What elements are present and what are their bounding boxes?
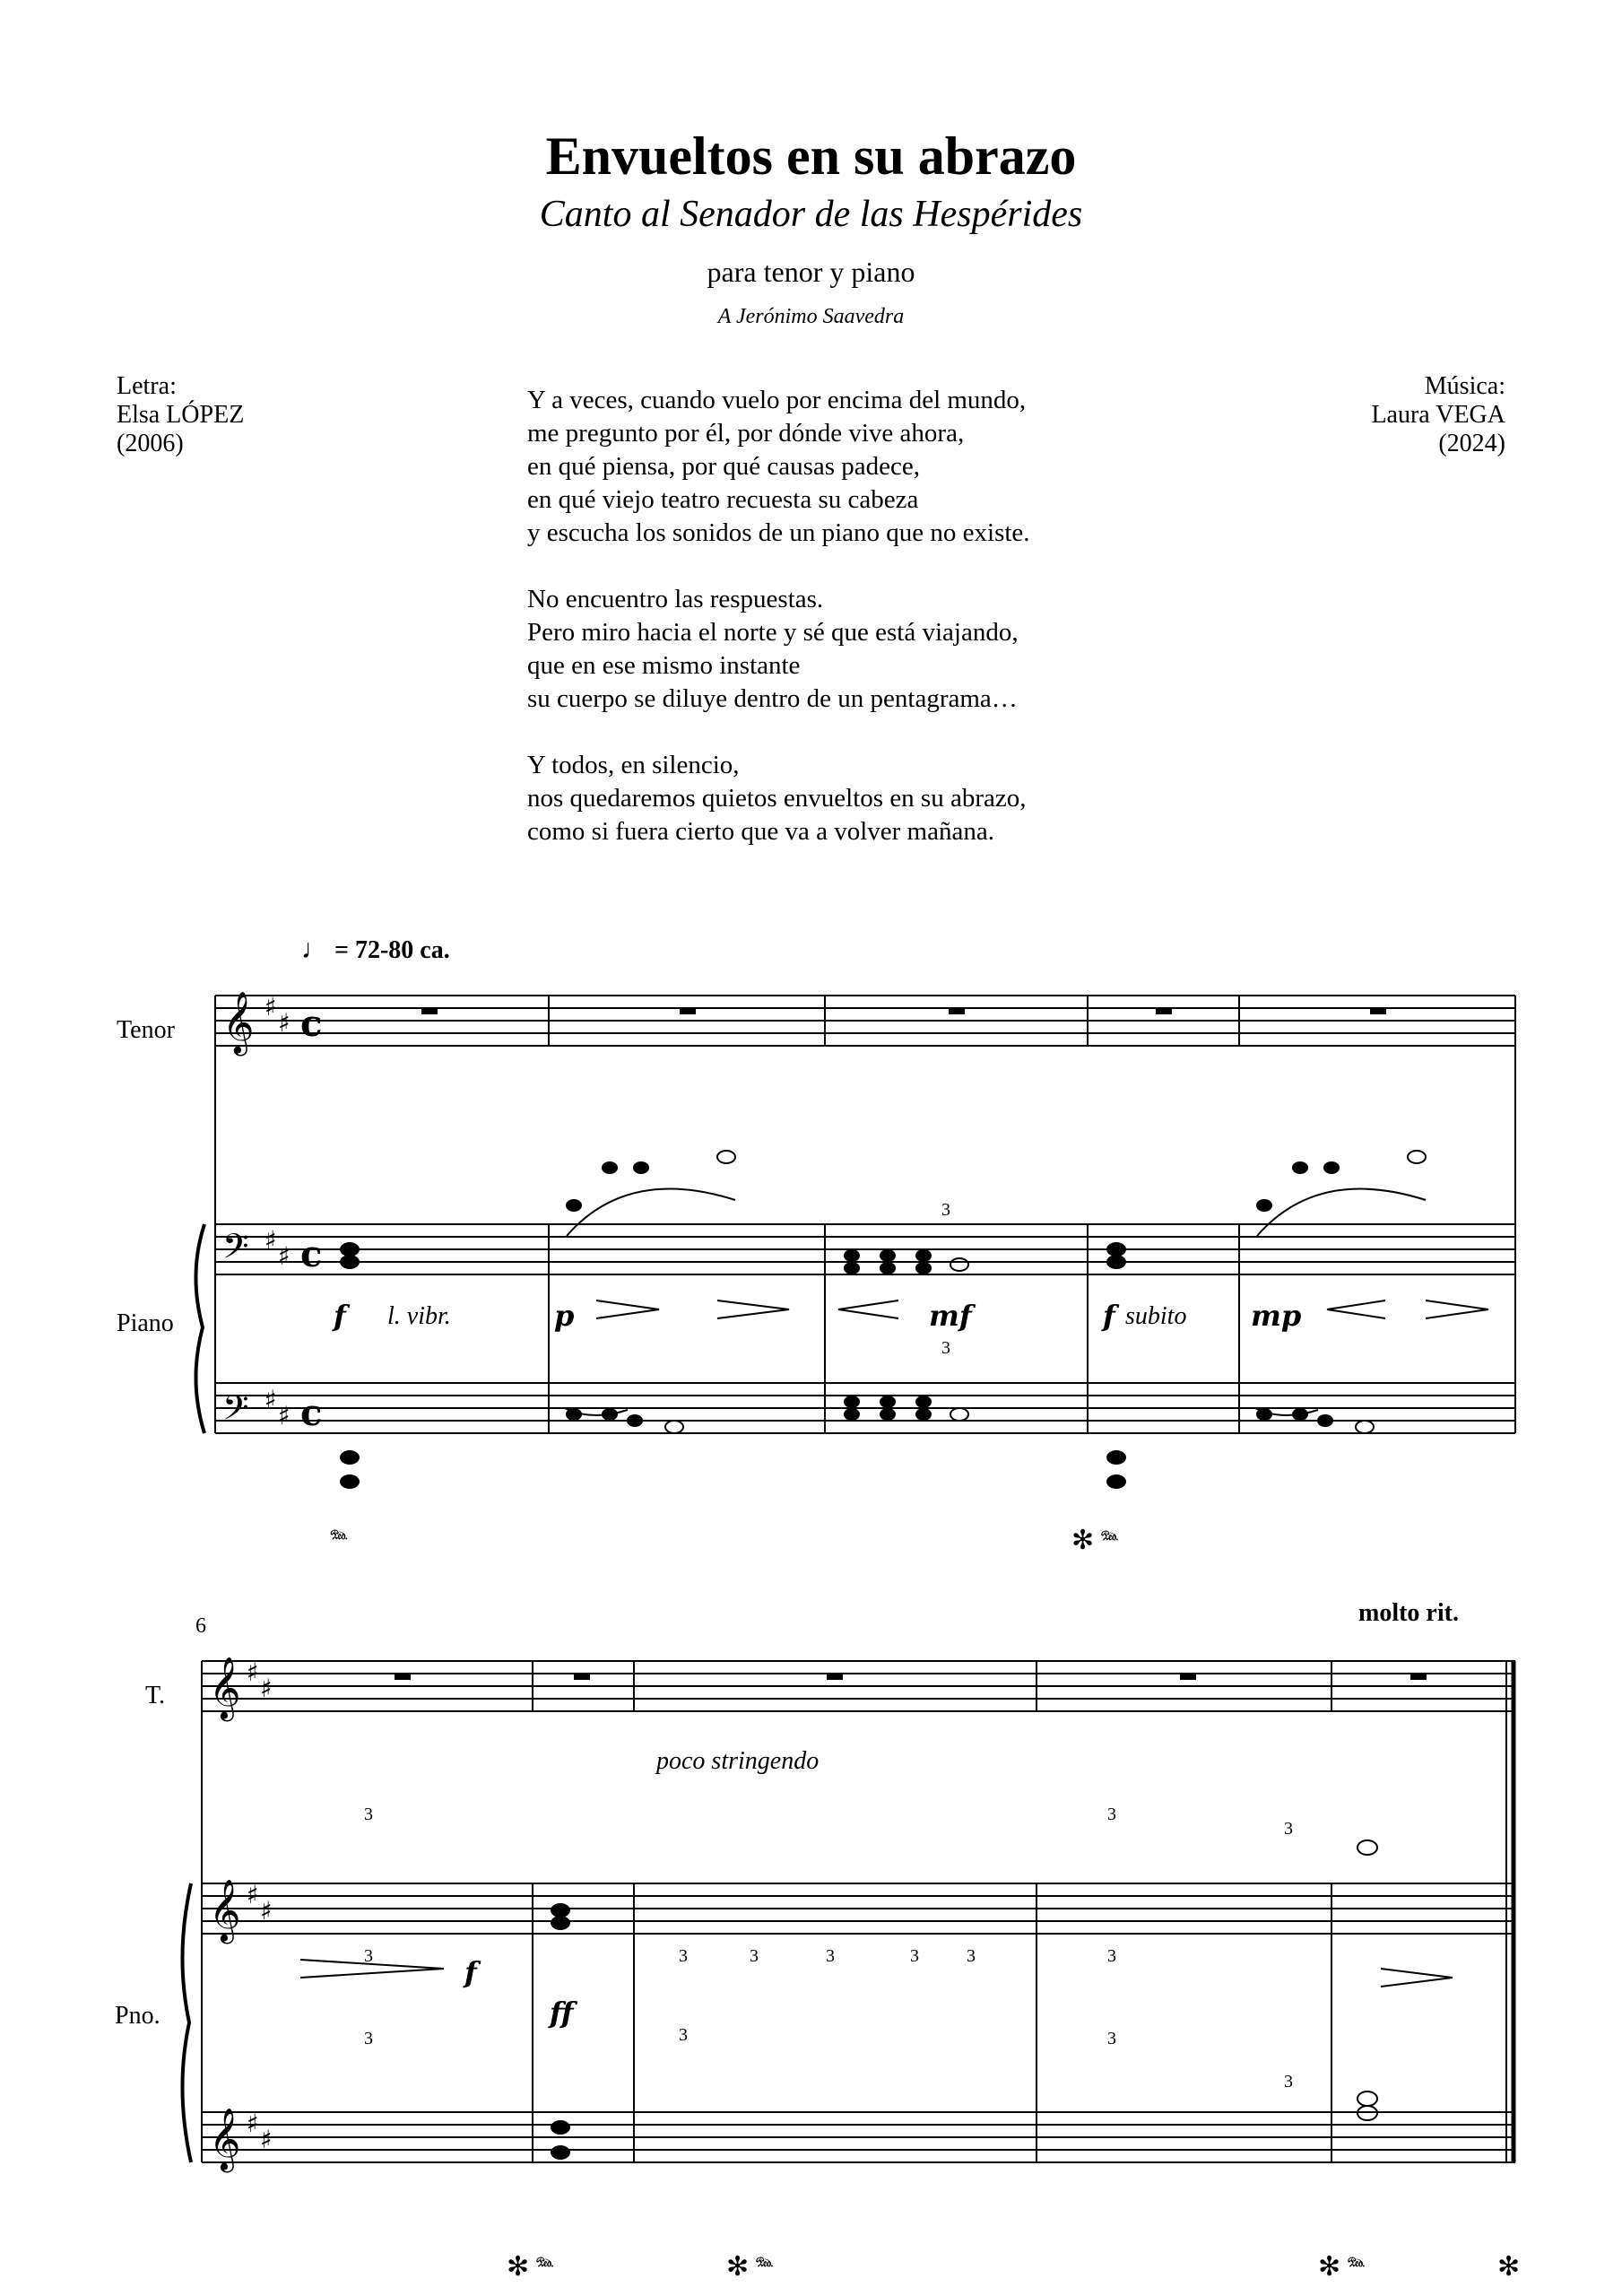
instrumentation: para tenor y piano <box>707 256 915 288</box>
expression-mark: subito <box>1125 1302 1187 1330</box>
piano-abbrev-label: Pno. <box>115 2002 160 2030</box>
piano-lh-staff-2 <box>202 2112 1515 2162</box>
poem-line: No encuentro las respuestas. <box>527 585 824 613</box>
dynamic-mark: mp <box>1251 1299 1302 1333</box>
lyrics-author: Elsa LÓPEZ <box>117 401 245 429</box>
poem-line: nos quedaremos quietos envueltos en su abrazo, <box>527 784 1027 813</box>
tuplet-number: 3 <box>1284 1819 1293 1839</box>
poem-line: su cuerpo se diluye dentro de un pentagrama… <box>527 684 1018 713</box>
music-year: (2024) <box>1438 430 1505 457</box>
music-author: Laura VEGA <box>1371 401 1505 429</box>
svg-text:♯: ♯ <box>265 992 277 1022</box>
dynamic-mark: f <box>1103 1299 1115 1333</box>
svg-text:♯: ♯ <box>247 1657 259 1687</box>
svg-text:c: c <box>300 1003 323 1045</box>
tuplet-number: 3 <box>941 1338 950 1358</box>
tuplet-number: 3 <box>1107 1946 1116 1966</box>
piece-subtitle: Canto al Senador de las Hespérides <box>539 194 1083 235</box>
tuplet-number: 3 <box>1284 2072 1293 2092</box>
tuplet-number: 3 <box>364 2029 373 2048</box>
svg-text:♯: ♯ <box>265 1385 277 1414</box>
svg-text:♯: ♯ <box>278 1008 291 1038</box>
svg-text:♯: ♯ <box>278 1401 291 1431</box>
tenor-abbrev-label: T. <box>145 1682 166 1709</box>
expression-mark: l. vibr. <box>387 1302 451 1330</box>
tuplet-number: 3 <box>364 1805 373 1824</box>
tuplet-number: 3 <box>1107 2029 1116 2048</box>
poem-line: Y a veces, cuando vuelo por encima del mundo, <box>527 386 1027 414</box>
tuplet-number: 3 <box>826 1946 835 1966</box>
bass-clef-icon: 𝄢 <box>222 1226 249 1274</box>
treble-clef-icon: 𝄞 <box>222 991 255 1054</box>
poem-line: que en ese mismo instante <box>527 651 801 680</box>
svg-text:♯: ♯ <box>247 2109 259 2138</box>
quarter-note-icon: ♩ <box>301 935 328 964</box>
pedal-mark: ✻ 𝆮 <box>507 2252 554 2282</box>
pedal-mark: 𝆮 <box>330 1525 348 1554</box>
pedal-mark: ✻ 𝆮 <box>726 2252 774 2282</box>
svg-text:c: c <box>300 1233 323 1275</box>
tuplet-number: 3 <box>941 1200 950 1220</box>
expression-mark: poco stringendo <box>656 1747 820 1775</box>
piano-lh-staff-1 <box>215 1383 1515 1433</box>
tenor-label: Tenor <box>117 1016 175 1044</box>
pedal-release-mark: ✻ <box>1497 2252 1521 2282</box>
tuplet-number: 3 <box>1107 1805 1116 1824</box>
tenor-staff-1 <box>215 996 1515 1046</box>
dynamic-mark: ff <box>550 1996 574 2030</box>
dynamic-mark: f <box>334 1299 346 1333</box>
lyrics-year: (2006) <box>117 430 184 457</box>
svg-text:𝄞: 𝄞 <box>209 1879 241 1942</box>
poem-line: Y todos, en silencio, <box>527 751 740 779</box>
measure-number: 6 <box>195 1614 206 1638</box>
svg-text:𝄞: 𝄞 <box>209 1657 241 1719</box>
svg-text:♯: ♯ <box>278 1241 291 1271</box>
tuplet-number: 3 <box>364 1946 373 1966</box>
tuplet-number: 3 <box>679 2025 688 2045</box>
music-label: Música: <box>1424 372 1505 400</box>
svg-text:♯: ♯ <box>265 1225 277 1255</box>
tenor-staff-2 <box>202 1661 1515 1711</box>
poem-line: me pregunto por él, por dónde vive ahora, <box>527 419 965 448</box>
tuplet-number: 3 <box>967 1946 976 1966</box>
poem-line: Pero miro hacia el norte y sé que está viajando, <box>527 618 1019 647</box>
poem-line: como si fuera cierto que va a volver mañana. <box>527 817 994 846</box>
lyrics-label: Letra: <box>117 372 177 400</box>
tempo-change: molto rit. <box>1358 1599 1459 1627</box>
pedal-mark: ✻ 𝆮 <box>1071 1526 1119 1555</box>
dynamic-mark: p <box>554 1299 575 1333</box>
svg-text:♯: ♯ <box>247 1880 259 1909</box>
piano-rh-staff-2 <box>202 1883 1515 1934</box>
svg-text:c: c <box>300 1392 323 1434</box>
dedication: A Jerónimo Saavedra <box>717 305 905 328</box>
tuplet-number: 3 <box>910 1946 919 1966</box>
poem-line: en qué piensa, por qué causas padece, <box>527 452 921 481</box>
piano-rh-staff-1 <box>215 1224 1515 1274</box>
dynamic-mark: mf <box>929 1299 972 1333</box>
poem-line: en qué viejo teatro recuesta su cabeza <box>527 485 919 514</box>
bass-clef-icon: 𝄢 <box>222 1387 249 1436</box>
svg-text:𝄞: 𝄞 <box>209 2108 241 2170</box>
dynamic-mark: f <box>464 1955 477 1989</box>
svg-text:♯: ♯ <box>260 1674 273 1703</box>
piece-title: Envueltos en su abrazo <box>545 126 1077 186</box>
tuplet-number: 3 <box>750 1946 759 1966</box>
pedal-mark: ✻ 𝆮 <box>1318 2252 1366 2282</box>
svg-text:♯: ♯ <box>260 2125 273 2154</box>
tempo-text: = 72-80 ca. <box>334 936 450 964</box>
tuplet-number: 3 <box>679 1946 688 1966</box>
poem-line: y escucha los sonidos de un piano que no existe. <box>527 518 1030 547</box>
piano-label: Piano <box>117 1309 174 1337</box>
svg-text:♯: ♯ <box>260 1896 273 1926</box>
